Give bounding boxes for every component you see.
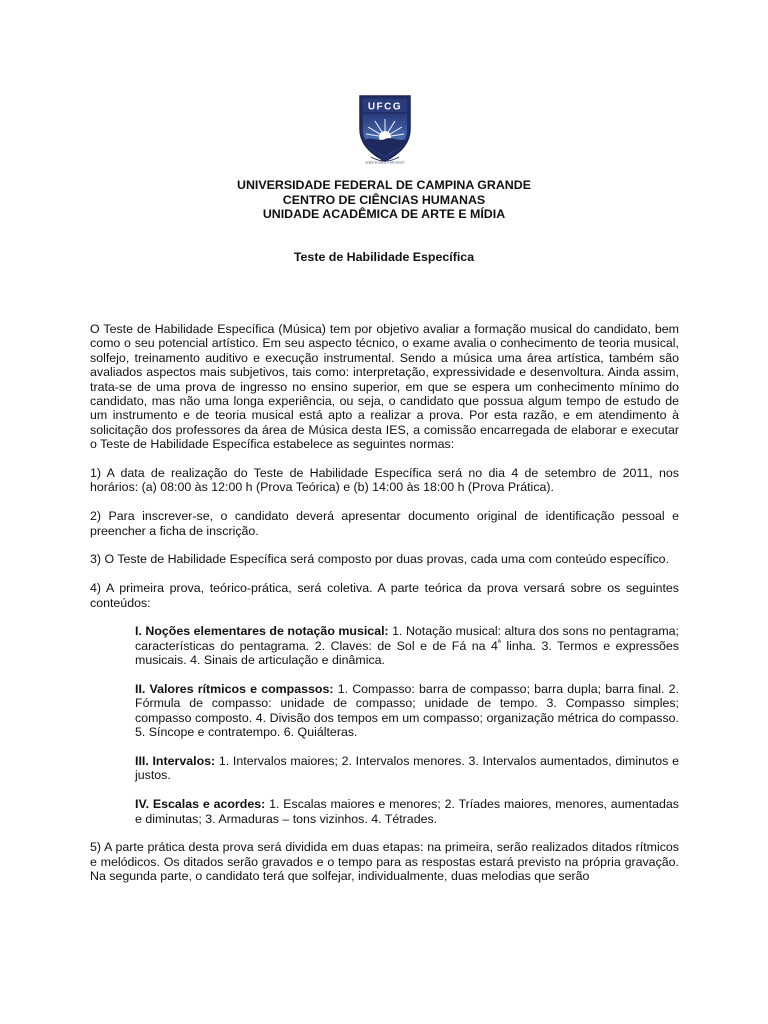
topic-1-body-b: linha. 3. Termos e expressões musicais. 4. Sinais de articulação e dinâmica. <box>135 638 679 668</box>
logo-motto: SCIENTIA CRESCIT ARS DOCET <box>365 161 405 165</box>
item-1: 1) A data de realização do Teste de Habilidade Específica será no dia 4 de setembro de 2011, nos horários: (a) 08:00 às 12:00 h (Prova Teórica) e (b) 14:00 às 18:00 h (Prova Prática). <box>90 466 679 495</box>
item-2: 2) Para inscrever-se, o candidato deverá apresentar documento original de identificação pessoal e preencher a ficha de inscrição. <box>90 509 679 538</box>
topic-1-sup: ª <box>497 637 501 647</box>
topic-3-body: 1. Intervalos maiores; 2. Intervalos menores. 3. Intervalos aumentados, diminutos e justos. <box>135 754 679 783</box>
document-body <box>90 322 679 898</box>
topic-2-heading: II. Valores rítmicos e compassos: <box>135 682 334 697</box>
item-4: 4) A primeira prova, teórico-prática, será coletiva. A parte teórica da prova versará sobre os seguintes conteúdos: <box>90 581 679 610</box>
item-3: 3) O Teste de Habilidade Específica será composto por duas provas, cada uma com conteúdo específico. <box>90 552 670 567</box>
logo-text: UFCG <box>367 101 403 113</box>
topic-4-heading: IV. Escalas e acordes: <box>135 797 266 812</box>
topic-1-body-a: 1. Notação musical: altura dos sons no pentagrama; características do pentagrama. 2. Claves: de Sol e de Fá na 4 <box>135 624 679 653</box>
ufcg-shield-icon <box>357 93 413 165</box>
topic-1 <box>135 624 679 667</box>
topic-4 <box>135 797 679 826</box>
document-title: Teste de Habilidade Específica <box>293 250 475 264</box>
topic-4-body: 1. Escalas maiores e menores; 2. Tríades maiores, menores, aumentadas e diminutas; 3. Armaduras – tons vizinhos. 4. Tétrades. <box>135 797 679 826</box>
topic-2 <box>135 682 679 740</box>
header-unit: UNIDADE ACADÊMICA DE ARTE E MÍDIA <box>262 207 506 221</box>
topic-3-heading: III. Intervalos: <box>135 754 216 769</box>
header-center: CENTRO DE CIÊNCIAS HUMANAS <box>282 192 486 207</box>
topic-2-body: 1. Compasso: barra de compasso; barra dupla; barra final. 2. Fórmula de compasso: unidade de compasso; unidade de tempo. 3. Compasso simples; compasso composto. 4. Divisão dos tempos em um compasso; organização métrica do compasso. 5. Síncope e contratempo. 6. Quiálteras. <box>135 682 679 740</box>
item-5: 5) A parte prática desta prova será dividida em duas etapas: na primeira, serão realizados ditados rítmicos e melódicos. Os ditados serão gravados e o tempo para as respostas estará previsto na própria gravação. Na segunda parte, o candidato terá que solfejar, individualmente, duas melodias que serão <box>90 840 679 884</box>
intro-paragraph: O Teste de Habilidade Específica (Música) tem por objetivo avaliar a formação musical do candidato, bem como o seu potencial artístico. Em seu aspecto técnico, o exame avalia o conhecimento de teoria musical, solfejo, treinamento auditivo e execução instrumental. Sendo a música uma área artística, também são avaliados aspectos mais subjetivos, tais como: interpretação, expressividade e desenvoltura. Ainda assim, trata-se de uma prova de ingresso no ensino superior, em que se espera um conhecimento mínimo do candidato, mas não uma longa experiência, ou seja, o candidato que possua algum tempo de estudo de um instrumento e de teoria musical está apto a realizar a prova. Por esta razão, e em atendimento à solicitação dos professores da área de Música desta IES, a comissão encarregada de elaborar e executar o Teste de Habilidade Específica estabelece as seguintes normas: <box>90 322 679 452</box>
header-university: UNIVERSIDADE FEDERAL DE CAMPINA GRANDE <box>237 178 531 192</box>
ufcg-logo <box>357 93 413 165</box>
institution-header <box>0 178 768 222</box>
topic-3 <box>135 754 679 783</box>
topic-1-heading: I. Noções elementares de notação musical: <box>135 624 389 639</box>
